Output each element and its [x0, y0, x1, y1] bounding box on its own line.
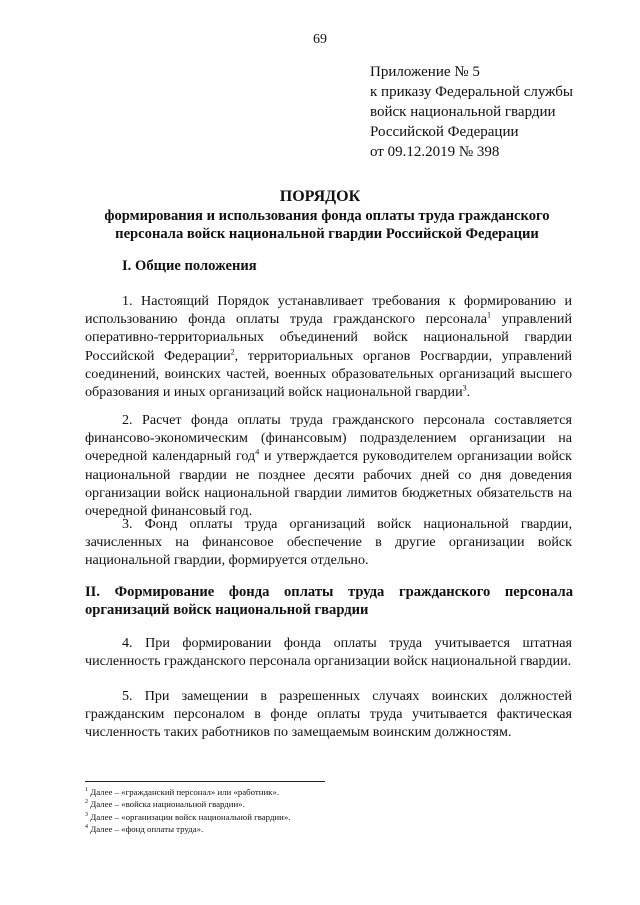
- appendix-line: Российской Федерации: [370, 124, 519, 140]
- appendix-line: к приказу Федеральной службы: [370, 84, 574, 100]
- footnote-ref: 3: [462, 383, 467, 393]
- footnote-ref: 4: [255, 447, 260, 457]
- paragraph-1: 1. Настоящий Порядок устанавливает требования к формированию и использованию фонда оплаты труда гражданского персонала$^1$ управлений оперативно-территориальных объединений войск национальной гвардии Российской Федерации$^2$, территориальных органов Росгвардии, управлений соединений, воинских частей, военных образовательных организаций высшего образования и иных организаций войск национальной гвардии$^3$.: [85, 293, 572, 401]
- footnote: $^2$ Далее – «войска национальной гвардии».: [85, 799, 245, 810]
- paragraph-2: 2. Расчет фонда оплаты труда гражданского персонала составляется финансово-экономическим (финансовым) подразделением организации на очередной календарный год$^4$ и утверждается руководителем организации войск национальной гвардии не позднее десяти рабочих дней со дня доведения организации войск национальной гвардии лимитов бюджетных обязательств на очередной финансовый год.: [85, 412, 572, 520]
- footnote: $^1$ Далее – «гражданский персонал» или «работник».: [85, 787, 280, 797]
- appendix-line: Приложение № 5: [370, 64, 480, 80]
- footnote-ref: 1: [487, 310, 492, 320]
- section-heading-general: I. Общие положения: [122, 258, 257, 274]
- paragraph-3: 3. Фонд оплаты труда организаций войск национальной гвардии, зачисленных на финансовое обеспечение в другие организации войск национальной гвардии, формируется отдельно.: [85, 516, 572, 569]
- footnote-ref: 2: [230, 346, 235, 356]
- paragraph-5: 5. При замещении в разрешенных случаях воинских должностей гражданским персоналом в фонде оплаты труда учитывается фактическая численность таких работников по замещаемым воинским должностям.: [85, 688, 572, 741]
- paragraph-4: 4. При формировании фонда оплаты труда учитывается штатная численность гражданского персонала организации войск национальной гвардии.: [85, 635, 572, 670]
- footnote-divider: [85, 781, 325, 782]
- footnotes: [85, 786, 290, 836]
- footnote: $^4$ Далее – «фонд оплаты труда».: [85, 824, 204, 835]
- appendix-line: войск национальной гвардии: [370, 104, 556, 120]
- appendix-header: [370, 62, 573, 162]
- section-heading-formation: II. Формирование фонда оплаты труда гражданского персонала организаций войск национальной гвардии: [85, 584, 573, 618]
- page-number: 69: [313, 32, 327, 47]
- document-title: ПОРЯДОК: [279, 188, 361, 205]
- document-subtitle: формирования и использования фонда оплаты труда гражданского персонала войск национальной гвардии Российской Федерации: [104, 208, 550, 242]
- footnote: $^3$ Далее – «организации войск национальной гвардии».: [85, 811, 291, 822]
- appendix-date-number: от 09.12.2019 № 398: [370, 144, 500, 160]
